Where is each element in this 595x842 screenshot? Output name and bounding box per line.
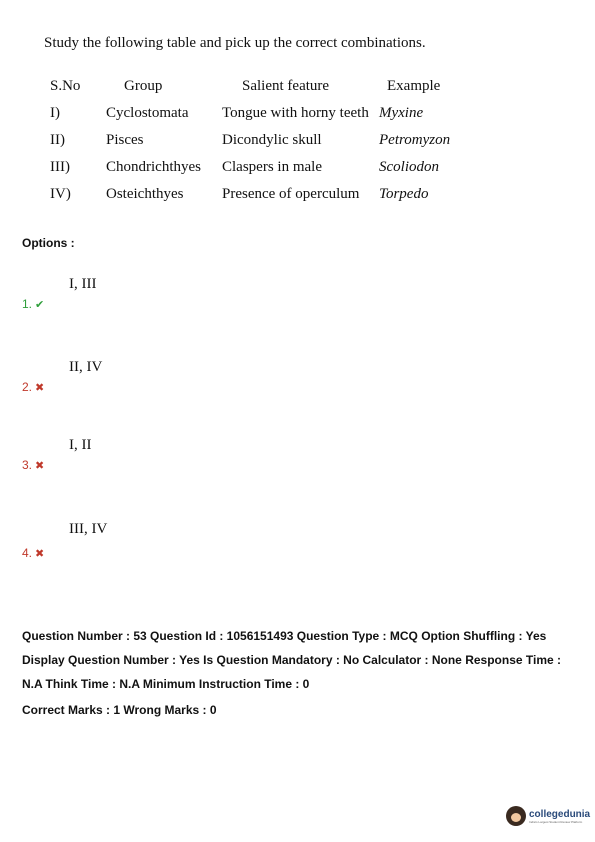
cell-sno: III) <box>50 159 70 175</box>
cross-icon: ✖ <box>35 548 45 560</box>
table-row <box>44 154 479 181</box>
option-text-4: III, IV <box>69 521 108 537</box>
header-group: Group <box>124 78 163 94</box>
option-number-label: 4. <box>22 546 33 560</box>
options-heading: Options : <box>22 236 75 250</box>
table-row <box>44 127 479 154</box>
mascot-icon <box>506 806 526 826</box>
option-number-label: 1. <box>22 297 33 311</box>
check-icon: ✔ <box>35 299 45 311</box>
option-text-1: I, III <box>69 276 97 292</box>
table-header-row <box>44 73 479 100</box>
cell-sno: I) <box>50 105 60 121</box>
cell-group: Chondrichthyes <box>106 159 201 175</box>
option-number-label: 2. <box>22 380 33 394</box>
option-number-1 <box>22 297 44 311</box>
option-number-4 <box>22 546 44 560</box>
option-number-label: 3. <box>22 458 33 472</box>
logo-text-group <box>529 809 590 824</box>
table-row <box>44 100 479 127</box>
cell-group: Pisces <box>106 132 144 148</box>
cell-example: Scoliodon <box>379 159 439 175</box>
cell-sno: IV) <box>50 186 71 202</box>
cell-feature: Dicondylic skull <box>222 132 322 148</box>
option-text-3: I, II <box>69 437 92 453</box>
cell-group: Cyclostomata <box>106 105 189 121</box>
cross-icon: ✖ <box>35 460 45 472</box>
option-number-3 <box>22 458 44 472</box>
question-text: Study the following table and pick up the correct combinations. <box>44 35 426 51</box>
header-feature: Salient feature <box>242 78 330 94</box>
option-number-2 <box>22 380 44 394</box>
meta-details: Question Number : 53 Question Id : 1056151493 Question Type : MCQ Option Shuffling : Yes Display Question Number : Yes Is Question Mandatory : No Calculator : None Response Time : N.A Think Time : N.A Minimum Instruction Time : 0 <box>22 629 561 691</box>
meta-marks: Correct Marks : 1 Wrong Marks : 0 <box>22 703 217 717</box>
cell-feature: Presence of operculum <box>222 186 360 202</box>
cell-example: Myxine <box>379 105 424 121</box>
cross-icon: ✖ <box>35 382 45 394</box>
logo-text: collegedunia <box>529 808 591 820</box>
cell-sno: II) <box>50 132 65 148</box>
cell-example: Torpedo <box>379 186 429 202</box>
logo-tagline: India's Largest Student Review Platform <box>529 819 583 824</box>
table-row <box>44 181 479 208</box>
cell-feature: Tongue with horny teeth <box>222 105 369 121</box>
collegedunia-logo <box>506 806 590 826</box>
cell-feature: Claspers in male <box>222 159 322 175</box>
header-sno: S.No <box>50 78 81 94</box>
cell-group: Osteichthyes <box>106 186 184 202</box>
option-text-2: II, IV <box>69 359 103 375</box>
data-table <box>44 73 479 208</box>
cell-example: Petromyzon <box>379 132 451 148</box>
header-example: Example <box>387 78 441 94</box>
question-meta <box>22 624 582 722</box>
